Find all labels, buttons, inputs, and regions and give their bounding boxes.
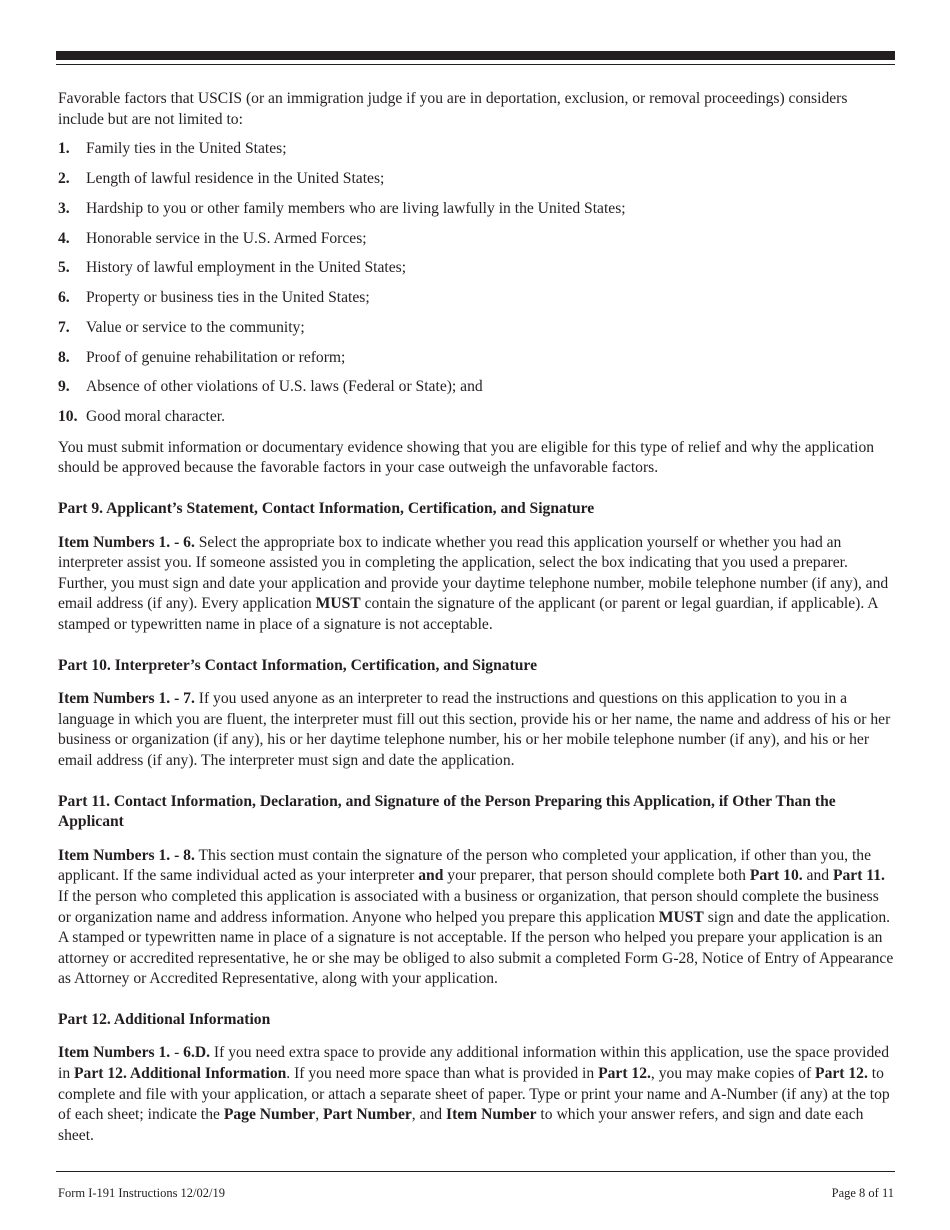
list-item bbox=[58, 318, 895, 339]
part12-text-b: . If you need more space than what is provided in bbox=[286, 1065, 599, 1083]
list-item-text: Hardship to you or other family members who are living lawfully in the United States; bbox=[86, 199, 626, 217]
list-item-text: Proof of genuine rehabilitation or reform; bbox=[86, 348, 346, 366]
part9-paragraph bbox=[58, 533, 895, 636]
part9-text-end: contain the signature of the applicant (or parent or legal guardian, if applicable). A stamped or typewritten name in place of a signature is not acceptable. bbox=[58, 595, 878, 633]
header-rule-thin bbox=[56, 64, 895, 65]
list-item bbox=[58, 288, 895, 309]
part9-text: Select the appropriate box to indicate whether you read this application yourself or whether you had an interpreter assist you. If someone assisted you in completing the application, select the box indicating that you used a preparer. Further, you must sign and date your application and provide your daytime telephone number, mobile telephone number (if any), and email address (if any). Every application bbox=[58, 533, 889, 613]
list-item-number: 5. bbox=[58, 259, 70, 277]
part12-text-d: to complete and file with your application, or attach a separate sheet of paper. Type or print your name and A-Number (if any) at the top of each sheet; indicate the bbox=[58, 1065, 890, 1124]
list-item bbox=[58, 348, 895, 369]
part12-part-number: Part Number bbox=[323, 1106, 412, 1124]
footer-rule bbox=[56, 1171, 895, 1172]
part12-dash: - bbox=[170, 1044, 184, 1062]
header-rule-thick bbox=[56, 51, 895, 60]
list-item-number: 3. bbox=[58, 199, 70, 217]
part12-heading: Part 12. Additional Information bbox=[58, 1010, 271, 1028]
list-item bbox=[58, 169, 895, 190]
part12-text-c: , you may make copies of bbox=[650, 1065, 816, 1083]
part10-heading: Part 10. Interpreter’s Contact Information, Certification, and Signature bbox=[58, 656, 537, 674]
list-item-text: Family ties in the United States; bbox=[86, 140, 287, 158]
part12-text-e: , and bbox=[411, 1106, 447, 1124]
list-item-text: Property or business ties in the United States; bbox=[86, 289, 370, 307]
list-item bbox=[58, 139, 895, 160]
part12-item-label-b: 6.D. bbox=[183, 1044, 211, 1062]
part11-part11-ref: Part 11. bbox=[832, 867, 885, 885]
part12-item-number: Item Number bbox=[446, 1106, 537, 1124]
part12-page-number: Page Number bbox=[223, 1106, 316, 1124]
part12-ref-a: Part 12. bbox=[598, 1065, 651, 1083]
part12-item-label-a: Item Numbers 1. bbox=[58, 1044, 171, 1062]
list-item-number: 9. bbox=[58, 378, 70, 396]
part11-paragraph bbox=[58, 846, 895, 990]
list-item bbox=[58, 377, 895, 398]
summary-paragraph: You must submit information or documentary evidence showing that you are eligible for this type of relief and why the application should be approved because the favorable factors in your case outweigh the unfavorable factors. bbox=[58, 438, 875, 477]
part12-comma: , bbox=[315, 1106, 324, 1124]
list-item bbox=[58, 407, 895, 428]
part9-heading: Part 9. Applicant’s Statement, Contact Information, Certification, and Signature bbox=[58, 500, 595, 517]
part11-text-e: sign and date the application. A stamped or typewritten name in place of a signature is not acceptable. If the person who helped you prepare your application is an attorney or accredited representative, he or she may be obliged to also submit a completed Form G-28, Notice of Entry of Appearance as Attorney or Accredited Representative, along with your application. bbox=[58, 908, 894, 988]
list-item bbox=[58, 229, 895, 250]
page-content bbox=[58, 89, 895, 1146]
part11-part10-ref: Part 10. bbox=[749, 867, 803, 885]
part11-must: MUST bbox=[658, 908, 704, 926]
part11-text-c: and bbox=[802, 867, 833, 885]
part9-must: MUST bbox=[315, 595, 361, 613]
list-item-number: 2. bbox=[58, 169, 70, 187]
footer-page-number: Page 8 of 11 bbox=[831, 1186, 894, 1200]
part11-text-d: If the person who completed this application is associated with a business or organization, that person should complete the business or organization name and address information. Anyone who helped you prepare this application bbox=[58, 887, 879, 926]
list-item-number: 6. bbox=[58, 289, 70, 307]
part11-heading: Part 11. Contact Information, Declaration, and Signature of the Person Preparing this Application, if Other Than the Applicant bbox=[58, 792, 836, 831]
list-item-text: History of lawful employment in the United States; bbox=[86, 259, 407, 277]
part11-and: and bbox=[418, 867, 444, 885]
part9-item-label: Item Numbers 1. - 6. bbox=[58, 533, 195, 551]
part10-item-label: Item Numbers 1. - 7. bbox=[58, 690, 195, 708]
favorable-factors-list bbox=[58, 139, 895, 428]
part12-paragraph bbox=[58, 1043, 895, 1146]
part10-text: If you used anyone as an interpreter to read the instructions and questions on this application to you in a language in which you are fluent, the interpreter must fill out this section, provide his or her name, the name and address of his or her business or organization (if any), his or her daytime telephone number, his or her mobile telephone number (if any), and his or her email address (if any). The interpreter must sign and date the application. bbox=[58, 690, 891, 769]
footer-form-label: Form I-191 Instructions 12/02/19 bbox=[58, 1186, 226, 1200]
part11-item-label: Item Numbers 1. - 8. bbox=[58, 846, 195, 864]
part12-text: If you need extra space to provide any additional information within this application, use the space provided in bbox=[58, 1044, 890, 1083]
list-item bbox=[58, 258, 895, 279]
list-item-text: Good moral character. bbox=[86, 408, 225, 426]
part12-text-f: to which your answer refers, and sign and date each sheet. bbox=[58, 1106, 864, 1144]
list-item bbox=[58, 199, 895, 220]
list-item-number: 1. bbox=[58, 140, 70, 158]
part11-text-b: your preparer, that person should complete both bbox=[443, 867, 750, 885]
part10-paragraph bbox=[58, 689, 895, 771]
list-item-number: 7. bbox=[58, 318, 70, 336]
list-item-number: 10. bbox=[58, 408, 78, 426]
part11-text: This section must contain the signature of the person who completed your application, if other than you, the applicant. If the same individual acted as your interpreter bbox=[58, 846, 872, 885]
list-item-text: Value or service to the community; bbox=[86, 318, 305, 336]
part12-ref-b: Part 12. bbox=[815, 1065, 868, 1083]
list-item-text: Absence of other violations of U.S. laws (Federal or State); and bbox=[86, 378, 483, 396]
list-item-number: 4. bbox=[58, 229, 70, 247]
part12-ref-additional: Part 12. Additional Information bbox=[74, 1065, 287, 1083]
list-item-text: Honorable service in the U.S. Armed Forces; bbox=[86, 229, 367, 247]
list-item-number: 8. bbox=[58, 348, 70, 366]
intro-paragraph: Favorable factors that USCIS (or an immigration judge if you are in deportation, exclusion, or removal proceedings) considers include but are not limited to: bbox=[58, 90, 848, 128]
list-item-text: Length of lawful residence in the United States; bbox=[86, 169, 385, 187]
